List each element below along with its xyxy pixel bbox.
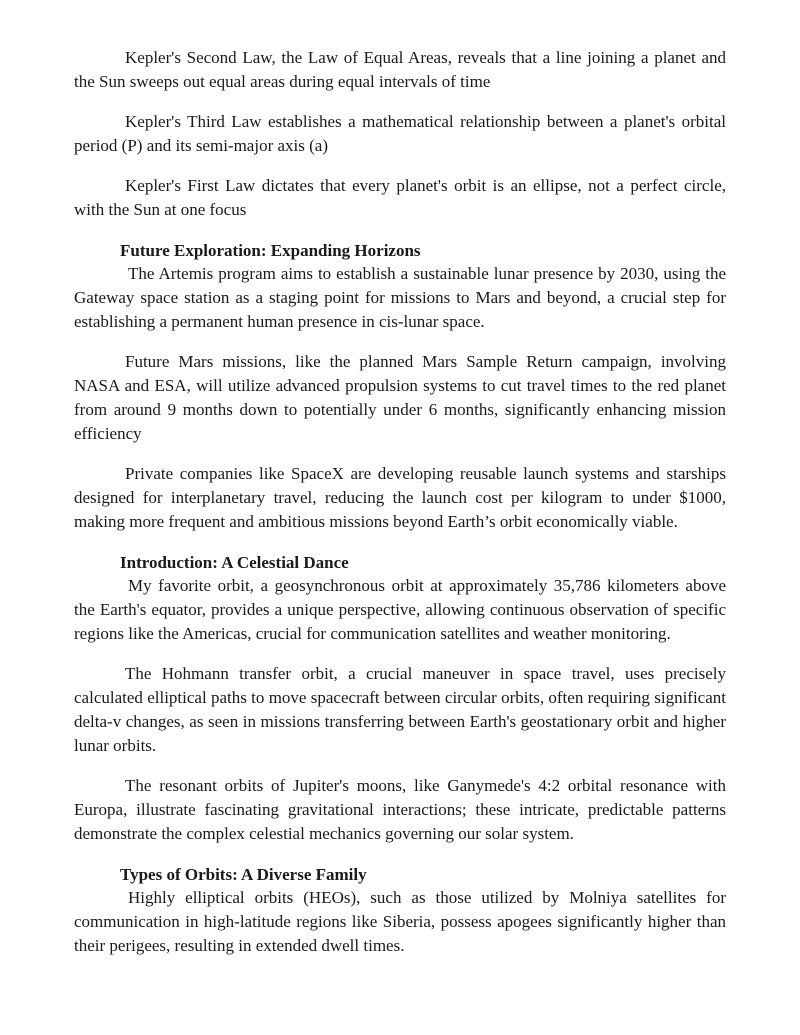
paragraph: The Artemis program aims to establish a sustainable lunar presence by 2030, using the Gateway space station as a staging point for missions to Mars and beyond, a crucial step for establishing a permanent human presence in cis-lunar space.	[74, 264, 726, 331]
section-future-exploration	[74, 240, 726, 534]
paragraph: Private companies like SpaceX are developing reusable launch systems and starships designed for interplanetary travel, reducing the launch cost per kilogram to under $1000, making more frequent and ambitious missions beyond Earth’s orbit economically viable.	[74, 464, 726, 531]
document-page	[74, 46, 726, 974]
section-heading: Future Exploration: Expanding Horizons	[120, 241, 421, 260]
section-heading: Introduction: A Celestial Dance	[120, 553, 349, 572]
section-heading: Types of Orbits: A Diverse Family	[120, 865, 367, 884]
paragraph: Future Mars missions, like the planned Mars Sample Return campaign, involving NASA and ESA, will utilize advanced propulsion systems to cut travel times to the red planet from around 9 months down to potentially under 6 months, significantly enhancing mission efficiency	[74, 352, 726, 443]
section-types-of-orbits	[74, 864, 726, 958]
kepler-third-law-paragraph: Kepler's Third Law establishes a mathematical relationship between a planet's orbital period (P) and its semi-major axis (a)	[74, 112, 726, 155]
kepler-second-law-paragraph: Kepler's Second Law, the Law of Equal Areas, reveals that a line joining a planet and the Sun sweeps out equal areas during equal intervals of time	[74, 48, 726, 91]
kepler-first-law-paragraph: Kepler's First Law dictates that every planet's orbit is an ellipse, not a perfect circle, with the Sun at one focus	[74, 176, 726, 219]
paragraph: The Hohmann transfer orbit, a crucial maneuver in space travel, uses precisely calculated elliptical paths to move spacecraft between circular orbits, often requiring significant delta-v changes, as seen in missions transferring between Earth's geostationary orbit and higher lunar orbits.	[74, 664, 726, 755]
paragraph: The resonant orbits of Jupiter's moons, like Ganymede's 4:2 orbital resonance with Europa, illustrate fascinating gravitational interactions; these intricate, predictable patterns demonstrate the complex celestial mechanics governing our solar system.	[74, 776, 726, 843]
section-introduction	[74, 552, 726, 846]
paragraph: Highly elliptical orbits (HEOs), such as those utilized by Molniya satellites for communication in high-latitude regions like Siberia, possess apogees significantly higher than their perigees, resulting in extended dwell times.	[74, 888, 726, 955]
paragraph: My favorite orbit, a geosynchronous orbit at approximately 35,786 kilometers above the Earth's equator, provides a unique perspective, allowing continuous observation of specific regions like the Americas, crucial for communication satellites and weather monitoring.	[74, 576, 726, 643]
